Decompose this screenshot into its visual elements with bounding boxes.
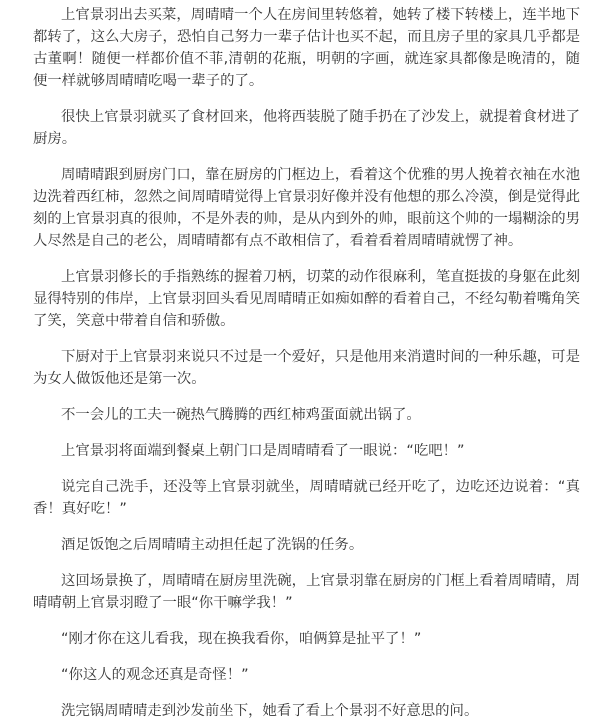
paragraph-8: 说完自己洗手，还没等上官景羽就坐，周晴晴就已经开吃了，边吃还边说着：“真香！真好吃！” xyxy=(33,479,580,517)
paragraph-7: 上官景羽将面端到餐桌上朝门口是周晴晴看了一眼说：“吃吧！” xyxy=(61,443,465,459)
paragraph-4: 上官景羽修长的手指熟练的握着刀柄，切菜的动作很麻利，笔直挺拔的身躯在此刻显得特别的伟岸，上官景羽回头看见周晴晴正如痴如醉的看着自己，不经勾勒着嘴角笑了笑，笑意中带着自信和骄傲。 xyxy=(33,269,580,329)
paragraph-10: 这回场景换了，周晴晴在厨房里洗碗，上官景羽靠在厨房的门框上看着周晴晴，周晴晴朝上官景羽瞪了一眼“你干嘛学我！” xyxy=(33,573,580,611)
paragraph-12: “你这人的观念还真是奇怪！” xyxy=(61,667,249,683)
paragraph-2: 很快上官景羽就买了食材回来，他将西装脱了随手扔在了沙发上，就提着食材进了厨房。 xyxy=(33,109,580,147)
paragraph-3: 周晴晴跟到厨房门口，靠在厨房的门框边上，看着这个优雅的男人挽着衣袖在水池边洗着西红柿，忽然之间周晴晴觉得上官景羽好像并没有他想的那么冷漠，倒是觉得此刻的上官景羽真的很帅，不是外表的帅，是从内到外的帅，眼前这个帅的一塌糊涂的男人尽然是自己的老公，周晴晴都有点不敢相信了，看着看着周晴晴就愣了神。 xyxy=(33,167,580,249)
paragraph-6: 不一会儿的工夫一碗热气腾腾的西红柿鸡蛋面就出锅了。 xyxy=(61,407,421,423)
paragraph-1: 上官景羽出去买菜，周晴晴一个人在房间里转悠着，她转了楼下转楼上，连半地下都转了，这么大房子，恐怕自己努力一辈子估计也买不起，而且房子里的家具几乎都是古董啊！随便一样都价值不菲,清朝的花瓶，明朝的字画，就连家具都像是晚清的，随便一样就够周晴晴吃喝一辈子的了。 xyxy=(33,7,580,89)
paragraph-11: “刚才你在这儿看我，现在换我看你，咱俩算是扯平了！” xyxy=(61,631,422,647)
paragraph-5: 下厨对于上官景羽来说只不过是一个爱好，只是他用来消遣时间的一种乐趣，可是为女人做饭他还是第一次。 xyxy=(33,349,580,387)
paragraph-9: 酒足饭饱之后周晴晴主动担任起了洗锅的任务。 xyxy=(61,537,364,553)
paragraph-13: 洗完锅周晴晴走到沙发前坐下，她看了看上个景羽不好意思的问。 xyxy=(61,703,479,719)
